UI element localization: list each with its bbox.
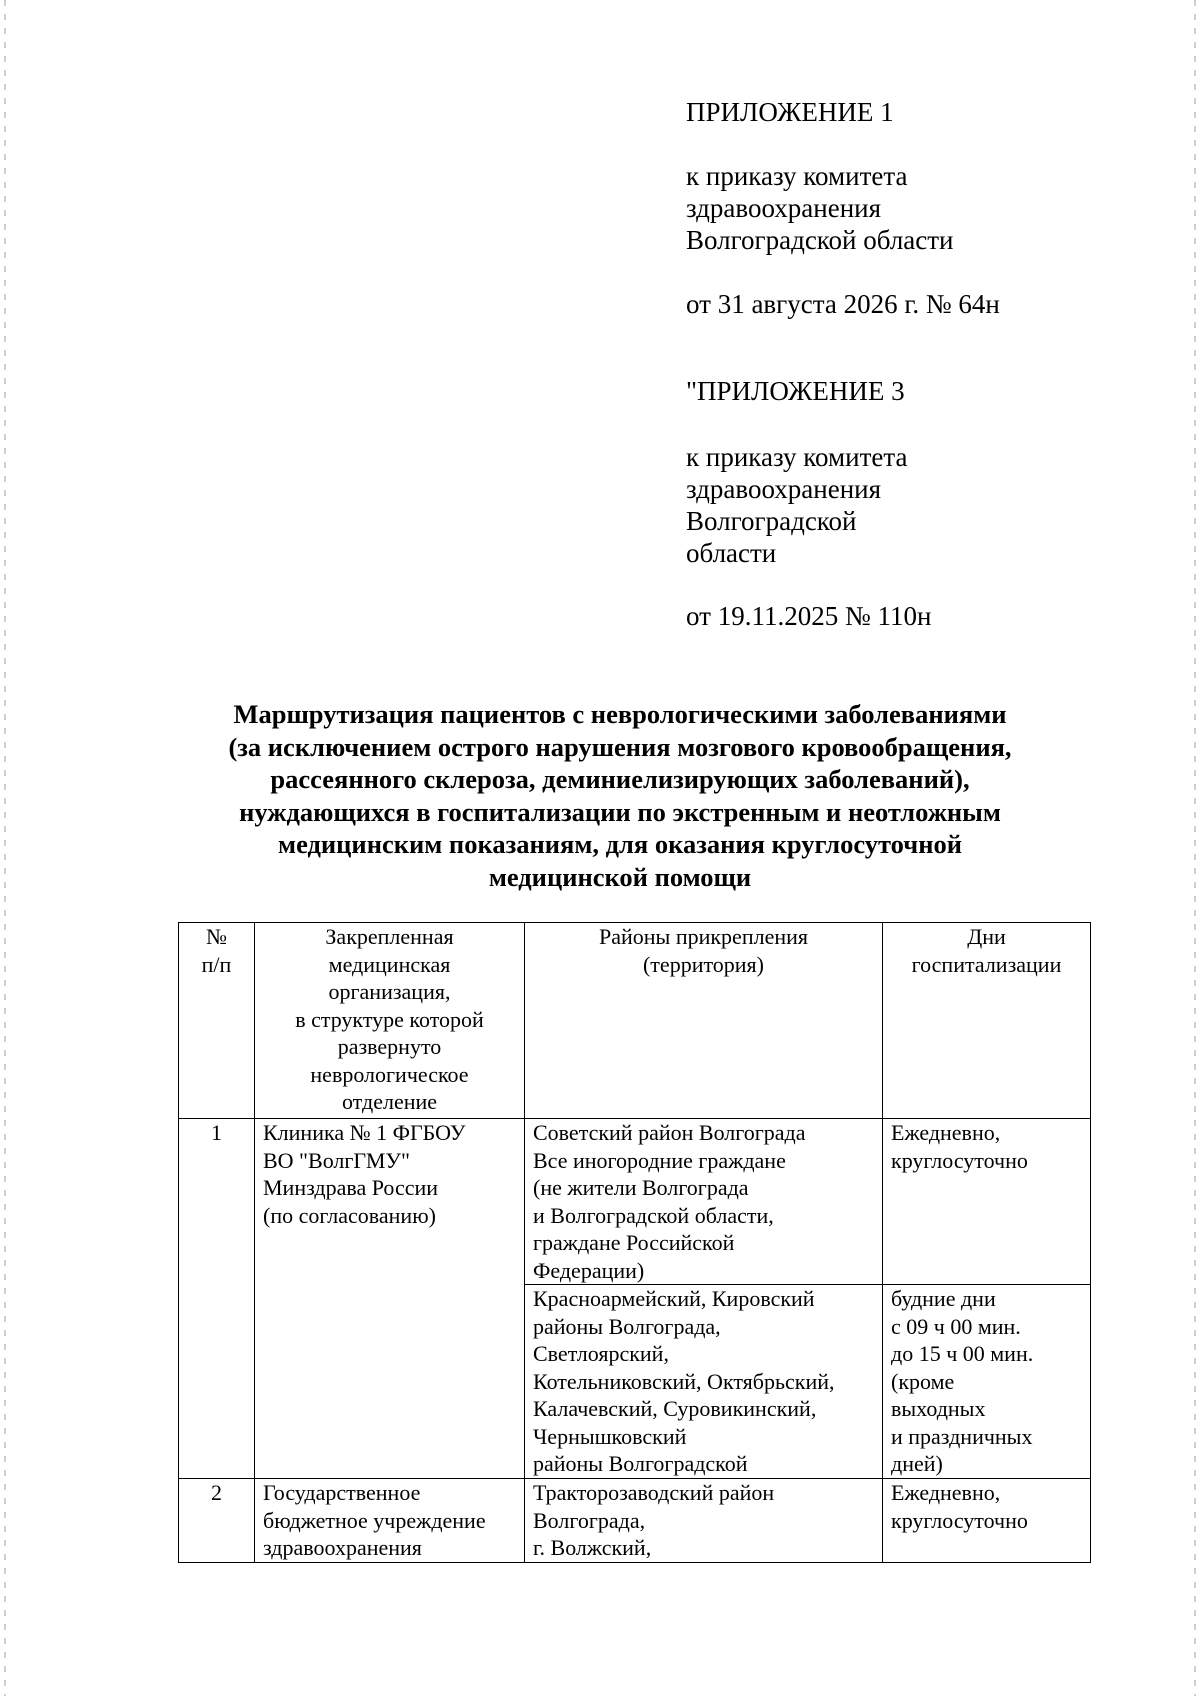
days-line: будние дни xyxy=(891,1286,996,1311)
districts-line: Федерации) xyxy=(533,1257,645,1283)
days-cell xyxy=(883,1285,1091,1479)
appendix-1-title xyxy=(686,96,1146,128)
header-line: № xyxy=(206,924,227,949)
days-cell xyxy=(883,1479,1091,1563)
days-line: (кроме xyxy=(891,1368,955,1394)
routing-table xyxy=(178,922,1091,1563)
districts-line: (не жители Волгограда xyxy=(533,1175,749,1200)
document-title xyxy=(150,698,1090,893)
header-line: развернуто xyxy=(337,1034,442,1059)
days-line: Ежедневно, xyxy=(891,1120,1001,1145)
document-title-line: медицинской помощи xyxy=(488,861,752,892)
organization-cell xyxy=(255,1119,525,1479)
districts-line: Советский район Волгограда xyxy=(533,1120,806,1145)
header-cell-organization xyxy=(255,923,525,1119)
appendix-1-caption-line: к приказу комитета xyxy=(686,161,908,191)
row-number-cell xyxy=(179,1479,255,1563)
appendix-3-title xyxy=(686,375,1146,407)
row-number-cell xyxy=(179,1119,255,1479)
appendix-3-caption xyxy=(686,441,1146,569)
organization-line: Государственное xyxy=(263,1480,421,1505)
appendix-1-order-date xyxy=(686,288,1146,320)
days-line: выходных xyxy=(891,1396,986,1421)
districts-line: г. Волжский, xyxy=(533,1535,652,1560)
header-line: организация, xyxy=(328,979,451,1004)
districts-line: Тракторозаводский район xyxy=(533,1480,775,1505)
document-title-line: нуждающихся в госпитализации по экстренным и неотложным xyxy=(239,796,1001,827)
organization-line: ВО "ВолгГМУ" xyxy=(263,1147,410,1173)
header-line: отделение xyxy=(341,1089,438,1114)
appendix-1-title-text: ПРИЛОЖЕНИЕ 1 xyxy=(686,97,894,127)
appendix-3-caption-line: области xyxy=(686,538,777,568)
header-line: (территория) xyxy=(642,951,765,977)
organization-line: бюджетное учреждение xyxy=(263,1507,486,1533)
districts-line: Котельниковский, Октябрьский, xyxy=(533,1368,835,1394)
row-number: 1 xyxy=(211,1120,222,1145)
appendix-1-caption-line: Волгоградской области xyxy=(686,225,954,255)
document-title-line: рассеянного склероза, деминиелизирующих заболеваний), xyxy=(270,764,970,794)
days-line: Ежедневно, xyxy=(891,1480,1001,1505)
header-line: неврологическое xyxy=(310,1061,469,1087)
districts-line: районы Волгограда, xyxy=(533,1313,721,1339)
header-line: Районы прикрепления xyxy=(598,924,808,949)
days-line: до 15 ч 00 мин. xyxy=(891,1341,1034,1366)
organization-line: Минздрава России xyxy=(263,1175,439,1200)
document-title-line: медицинским показаниям, для оказания круглосуточной xyxy=(278,829,962,859)
scan-edge-left xyxy=(4,0,6,1696)
days-line: круглосуточно xyxy=(891,1507,1028,1533)
header-line: госпитализации xyxy=(911,951,1062,977)
districts-cell xyxy=(525,1479,883,1563)
appendix-3-caption-line: к приказу комитета xyxy=(686,442,908,472)
organization-line: (по согласованию) xyxy=(263,1202,436,1228)
days-line: и праздничных xyxy=(891,1423,1033,1449)
organization-cell xyxy=(255,1479,525,1563)
days-line: круглосуточно xyxy=(891,1147,1028,1173)
districts-line: граждане Российской xyxy=(533,1230,735,1255)
districts-line: Чернышковский xyxy=(533,1423,687,1449)
districts-line: Светлоярский, xyxy=(533,1341,669,1366)
days-line: с 09 ч 00 мин. xyxy=(891,1313,1021,1339)
scan-edge-right xyxy=(1194,0,1196,1696)
header-line: п/п xyxy=(201,951,232,977)
header-cell-number xyxy=(179,923,255,1119)
districts-line: Волгограда, xyxy=(533,1507,646,1533)
districts-line: и Волгоградской области, xyxy=(533,1202,774,1228)
appendix-3-order-date xyxy=(686,600,1146,632)
days-cell xyxy=(883,1119,1091,1285)
appendix-3-title-text: "ПРИЛОЖЕНИЕ 3 xyxy=(686,376,905,406)
header-line: Дни xyxy=(967,924,1006,949)
districts-line: Калачевский, Суровикинский, xyxy=(533,1396,817,1421)
appendix-1-order-date-text: от 31 августа 2026 г. № 64н xyxy=(686,289,1000,319)
days-line: дней) xyxy=(891,1451,943,1476)
appendix-1-caption-line: здравоохранения xyxy=(686,193,882,223)
districts-line: Все иногородние граждане xyxy=(533,1147,786,1173)
districts-cell xyxy=(525,1119,883,1285)
organization-line: здравоохранения xyxy=(263,1535,422,1560)
appendix-1-caption xyxy=(686,160,1146,256)
header-line: в структуре которой xyxy=(295,1006,484,1032)
districts-cell xyxy=(525,1285,883,1479)
appendix-3-caption-line: здравоохранения xyxy=(686,474,882,504)
document-title-line: (за исключением острого нарушения мозгового кровообращения, xyxy=(228,731,1012,762)
header-line: медицинская xyxy=(328,951,451,977)
table-row xyxy=(179,1119,1091,1285)
row-number: 2 xyxy=(211,1480,222,1505)
districts-line: районы Волгоградской xyxy=(533,1451,748,1476)
appendix-3-caption-line: Волгоградской xyxy=(686,506,857,536)
organization-line: Клиника № 1 ФГБОУ xyxy=(263,1120,466,1145)
appendix-3-order-date-text: от 19.11.2025 № 110н xyxy=(686,601,932,631)
table-row xyxy=(179,1479,1091,1563)
table-header-row xyxy=(179,923,1091,1119)
document-title-line: Маршрутизация пациентов с неврологическими заболеваниями xyxy=(233,699,1007,729)
header-cell-days xyxy=(883,923,1091,1119)
header-cell-districts xyxy=(525,923,883,1119)
header-line: Закрепленная xyxy=(325,924,454,949)
districts-line: Красноармейский, Кировский xyxy=(533,1286,815,1311)
